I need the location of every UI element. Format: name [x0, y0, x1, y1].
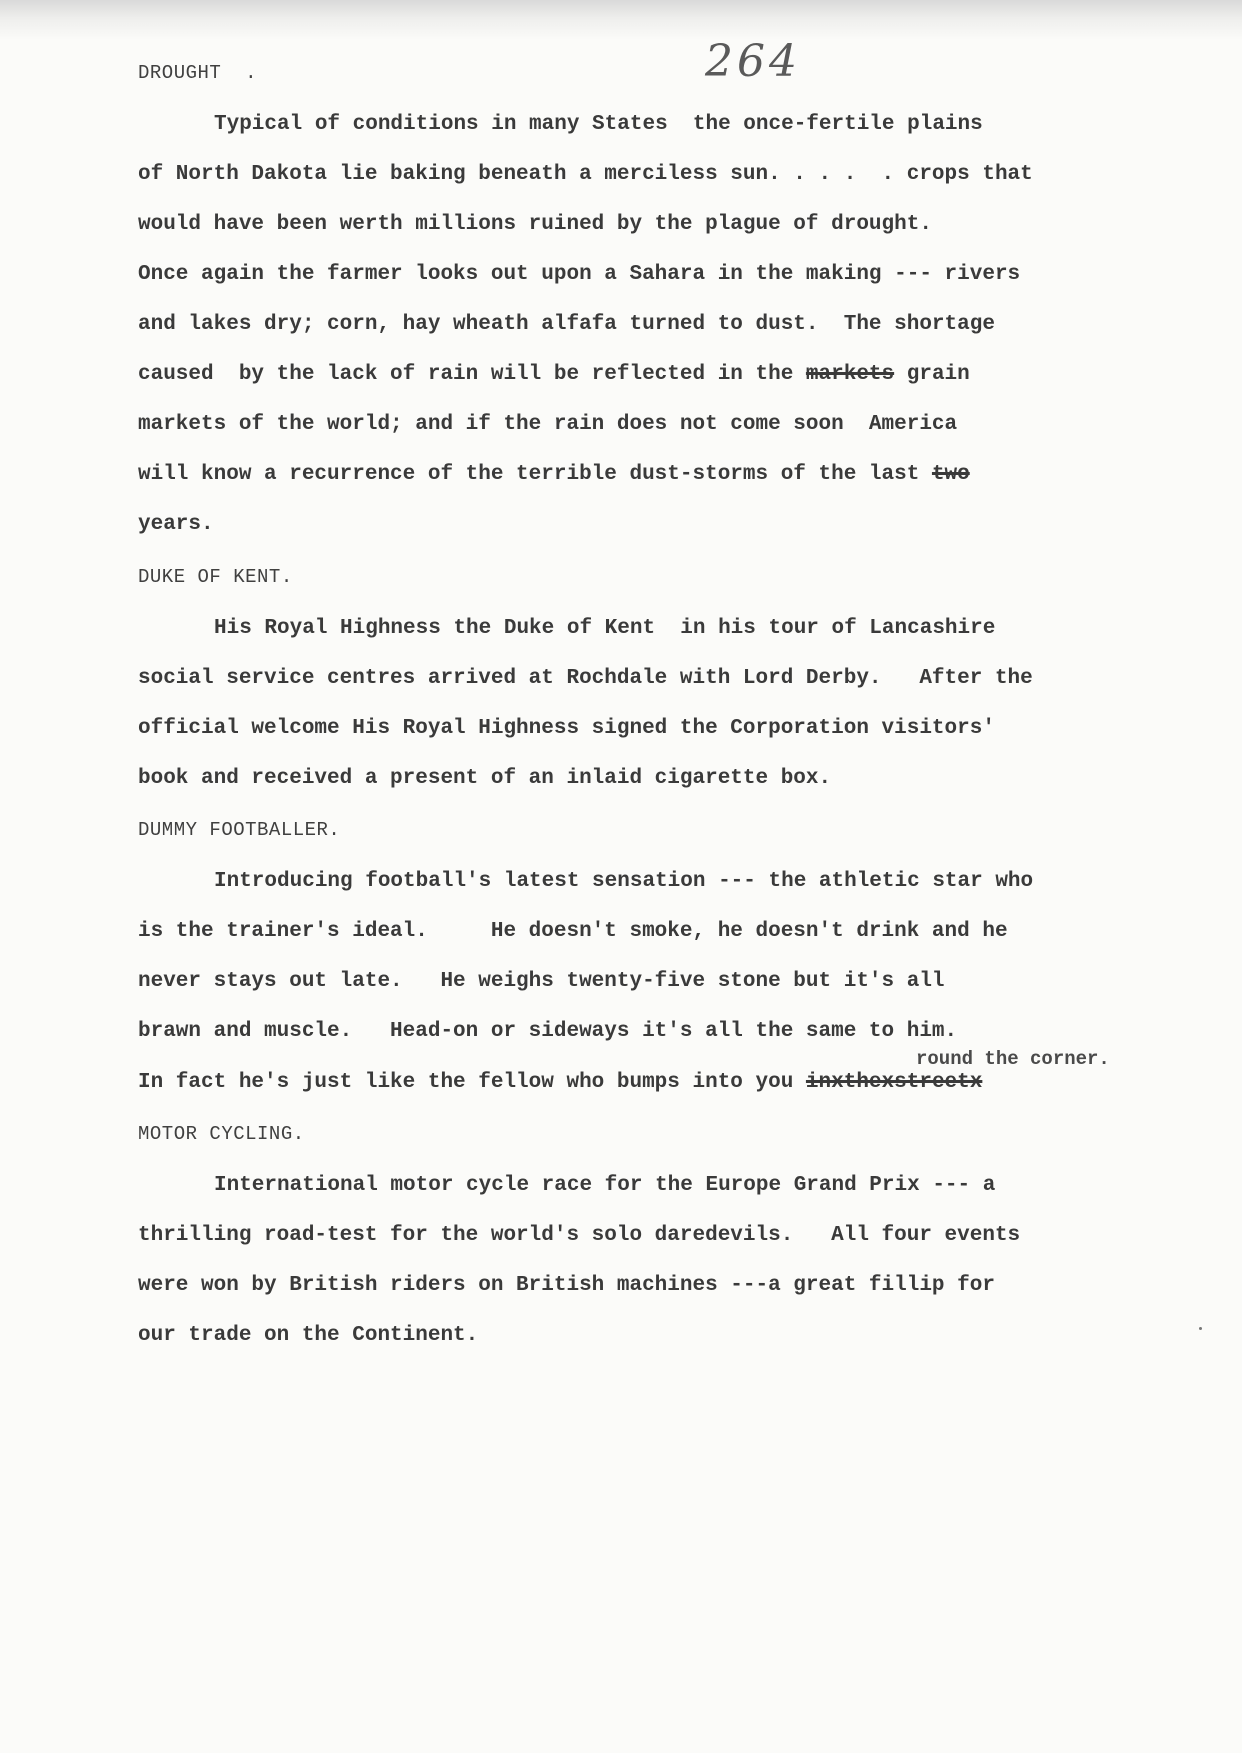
kent-line-1: His Royal Highness the Duke of Kent in his tour of Lancashire — [214, 617, 996, 640]
drought-line-7: markets of the world; and if the rain does not come soon America — [138, 413, 958, 436]
motor-line-4: our trade on the Continent. — [138, 1324, 479, 1347]
inserted-text: round the corner. — [916, 1048, 1110, 1070]
kent-line-2: social service centres arrived at Rochdale with Lord Derby. After the — [138, 667, 1033, 690]
section-heading-drought: DROUGHT . — [138, 62, 258, 84]
motor-line-1: International motor cycle race for the Europe Grand Prix --- a — [214, 1174, 996, 1197]
motor-line-3: were won by British riders on British machines ---a great fillip for — [138, 1274, 995, 1297]
drought-line-6-end: grain — [906, 363, 970, 386]
drought-line-3: would have been werth millions ruined by the plague of drought. — [138, 213, 932, 236]
kent-line-3: official welcome His Royal Highness signed the Corporation visitors' — [138, 717, 995, 740]
drought-line-9: years. — [138, 513, 214, 536]
section-heading-duke-of-kent: DUKE OF KENT. — [138, 566, 293, 588]
kent-line-4: book and received a present of an inlaid cigarette box. — [138, 767, 832, 790]
section-heading-motor-cycling: MOTOR CYCLING. — [138, 1123, 305, 1145]
footballer-line-1: Introducing football's latest sensation --- the athletic star who — [214, 870, 1034, 893]
footballer-line-5 — [138, 1071, 982, 1094]
footballer-line-2: is the trainer's ideal. He doesn't smoke, he doesn't drink and he — [138, 920, 1008, 943]
drought-line-4: Once again the farmer looks out upon a Sahara in the making --- rivers — [138, 263, 1021, 286]
motor-line-2: thrilling road-test for the world's solo daredevils. All four events — [138, 1224, 1021, 1247]
drought-line-5: and lakes dry; corn, hay wheath alfafa turned to dust. The shortage — [138, 313, 995, 336]
drought-line-8-text: will know a recurrence of the terrible dust-storms of the last — [138, 463, 920, 486]
section-heading-dummy-footballer: DUMMY FOOTBALLER. — [138, 819, 341, 841]
drought-line-6 — [138, 363, 970, 386]
struck-text-in-the-street: inxthexstreetx — [805, 1071, 983, 1094]
drought-line-2: of North Dakota lie baking beneath a merciless sun. . . . . crops that — [138, 163, 1033, 186]
drought-line-1: Typical of conditions in many States the once-fertile plains — [214, 113, 983, 136]
struck-word-two: two — [931, 463, 970, 486]
footballer-line-3: never stays out late. He weighs twenty-five stone but it's all — [138, 970, 945, 993]
struck-word-markets: markets — [805, 363, 895, 386]
paper-speck — [1199, 1327, 1202, 1330]
footballer-line-5-text: In fact he's just like the fellow who bumps into you — [138, 1071, 794, 1094]
drought-line-8 — [138, 463, 970, 486]
drought-line-6-text: caused by the lack of rain will be reflected in the — [138, 363, 794, 386]
handwritten-page-number: 264 — [705, 36, 801, 87]
footballer-line-4: brawn and muscle. Head-on or sideways it's all the same to him. — [138, 1020, 958, 1043]
